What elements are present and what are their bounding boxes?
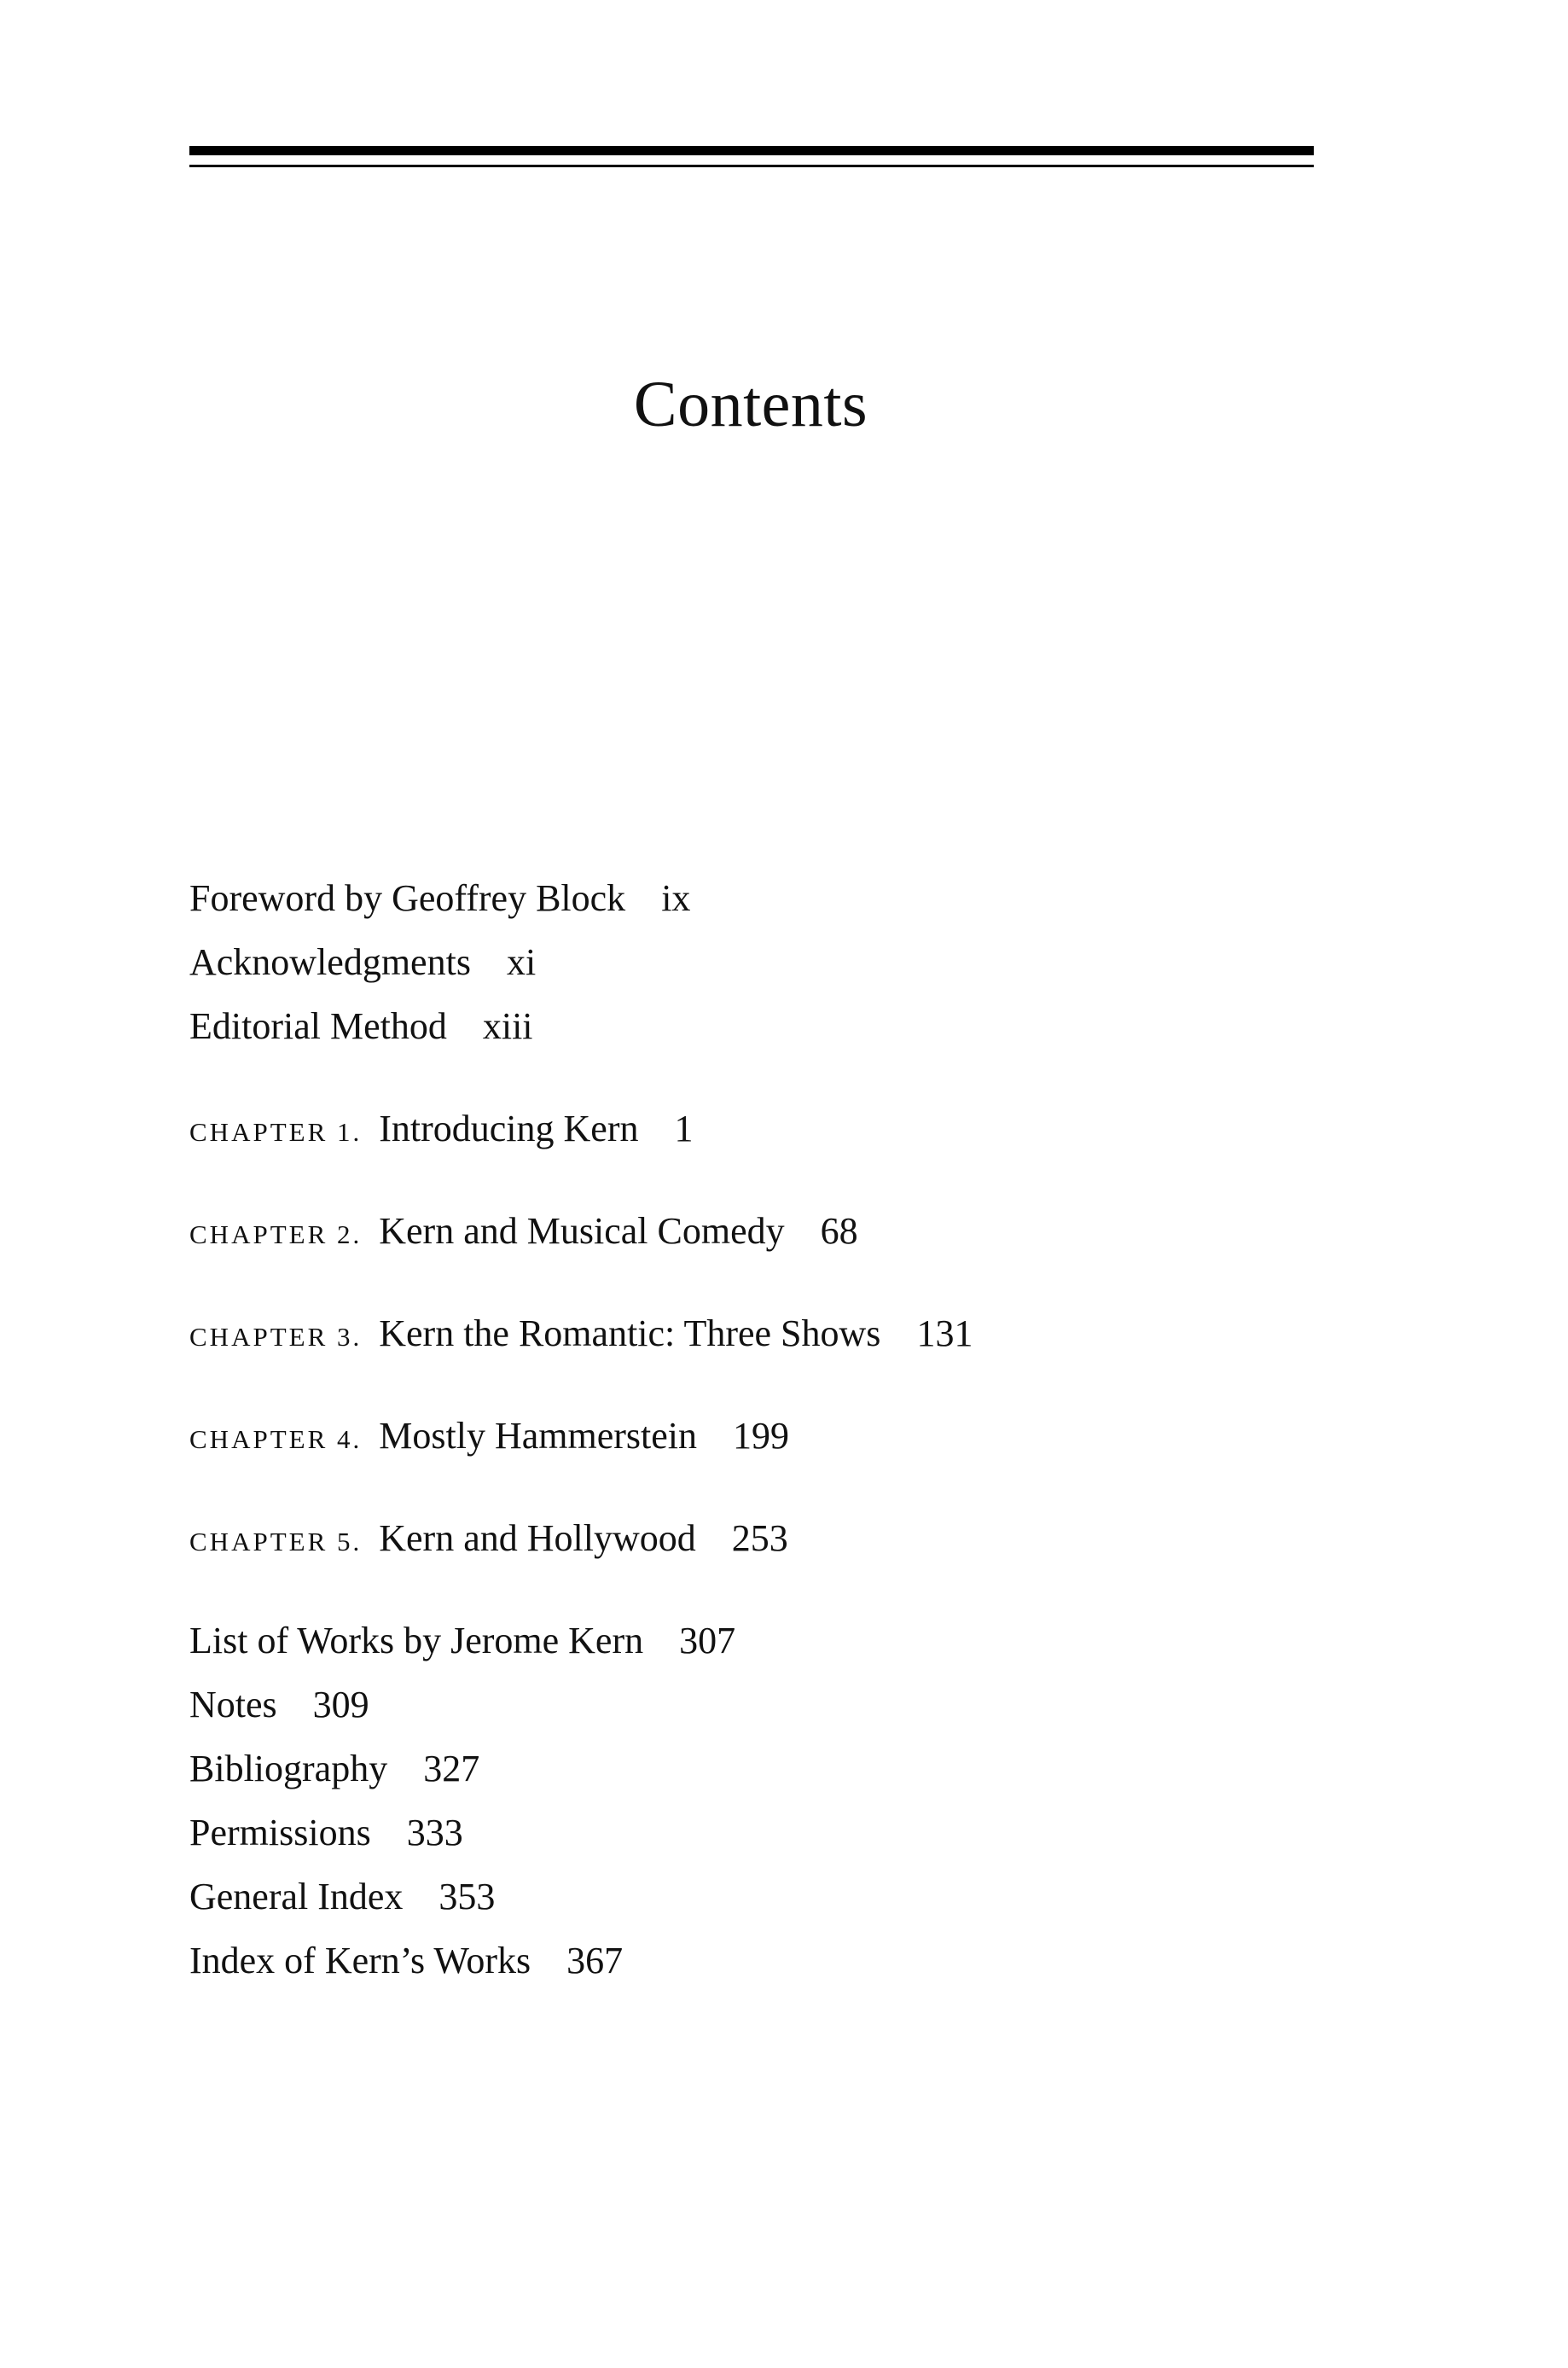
toc-entry-title: Editorial Method [189,1005,447,1047]
toc-entry-permissions[interactable] [189,1807,463,1859]
toc-entry-notes[interactable] [189,1679,369,1731]
chapter-label: CHAPTER 2. [189,1219,363,1249]
toc-entry-title: Mostly Hammerstein [379,1415,697,1457]
toc-entry-page: xi [506,941,537,983]
toc-entry-list-of-works[interactable] [189,1615,735,1667]
toc-entry-acknowledgments[interactable] [189,937,536,988]
toc-entry-page: 199 [732,1415,789,1457]
toc-entry-page: 131 [916,1312,973,1354]
toc-entry-title: Bibliography [189,1748,388,1789]
toc-entry-page: 353 [438,1876,496,1917]
toc-entry-chapter-1[interactable] [189,1103,694,1158]
toc-entry-foreword[interactable] [189,873,690,924]
toc-entry-index-of-works[interactable] [189,1935,623,1987]
toc-entry-title: Index of Kern’s Works [189,1940,531,1981]
toc-entry-general-index[interactable] [189,1871,495,1923]
toc-entry-page: 68 [820,1210,858,1252]
toc-entry-chapter-2[interactable] [189,1206,858,1260]
toc-entry-page: 367 [566,1940,624,1981]
toc-entry-title: Notes [189,1684,277,1725]
toc-entry-chapter-3[interactable] [189,1308,973,1363]
chapter-label: CHAPTER 3. [189,1322,363,1352]
chapter-label: CHAPTER 4. [189,1424,363,1454]
chapter-label: CHAPTER 5. [189,1527,363,1556]
toc-entry-title: Kern and Hollywood [379,1517,696,1559]
toc-entry-page: 307 [679,1620,736,1661]
toc-entry-title: Introducing Kern [379,1108,639,1149]
toc-entry-page: 1 [674,1108,694,1149]
toc-entry-title: Acknowledgments [189,941,471,983]
chapter-label: CHAPTER 1. [189,1117,363,1147]
toc-entry-page: ix [661,877,691,919]
toc-entry-page: 253 [731,1517,788,1559]
toc-entry-page: xiii [482,1005,533,1047]
toc-entry-title: Kern the Romantic: Three Shows [379,1312,881,1354]
toc-entry-bibliography[interactable] [189,1743,479,1795]
header-rule-thick [189,146,1314,155]
toc-entry-title: List of Works by Jerome Kern [189,1620,644,1661]
header-rule-thin [189,165,1314,167]
toc-entry-page: 333 [406,1812,463,1853]
toc-entry-chapter-5[interactable] [189,1513,788,1568]
toc-entry-editorial-method[interactable] [189,1001,533,1052]
toc-entry-title: Kern and Musical Comedy [379,1210,785,1252]
toc-entry-page: 327 [423,1748,480,1789]
toc-entry-title: Foreword by Geoffrey Block [189,877,626,919]
toc-entry-title: General Index [189,1876,404,1917]
toc-entry-page: 309 [312,1684,369,1725]
toc-entry-title: Permissions [189,1812,371,1853]
toc-entry-chapter-4[interactable] [189,1411,789,1465]
page-title: Contents [633,369,868,440]
